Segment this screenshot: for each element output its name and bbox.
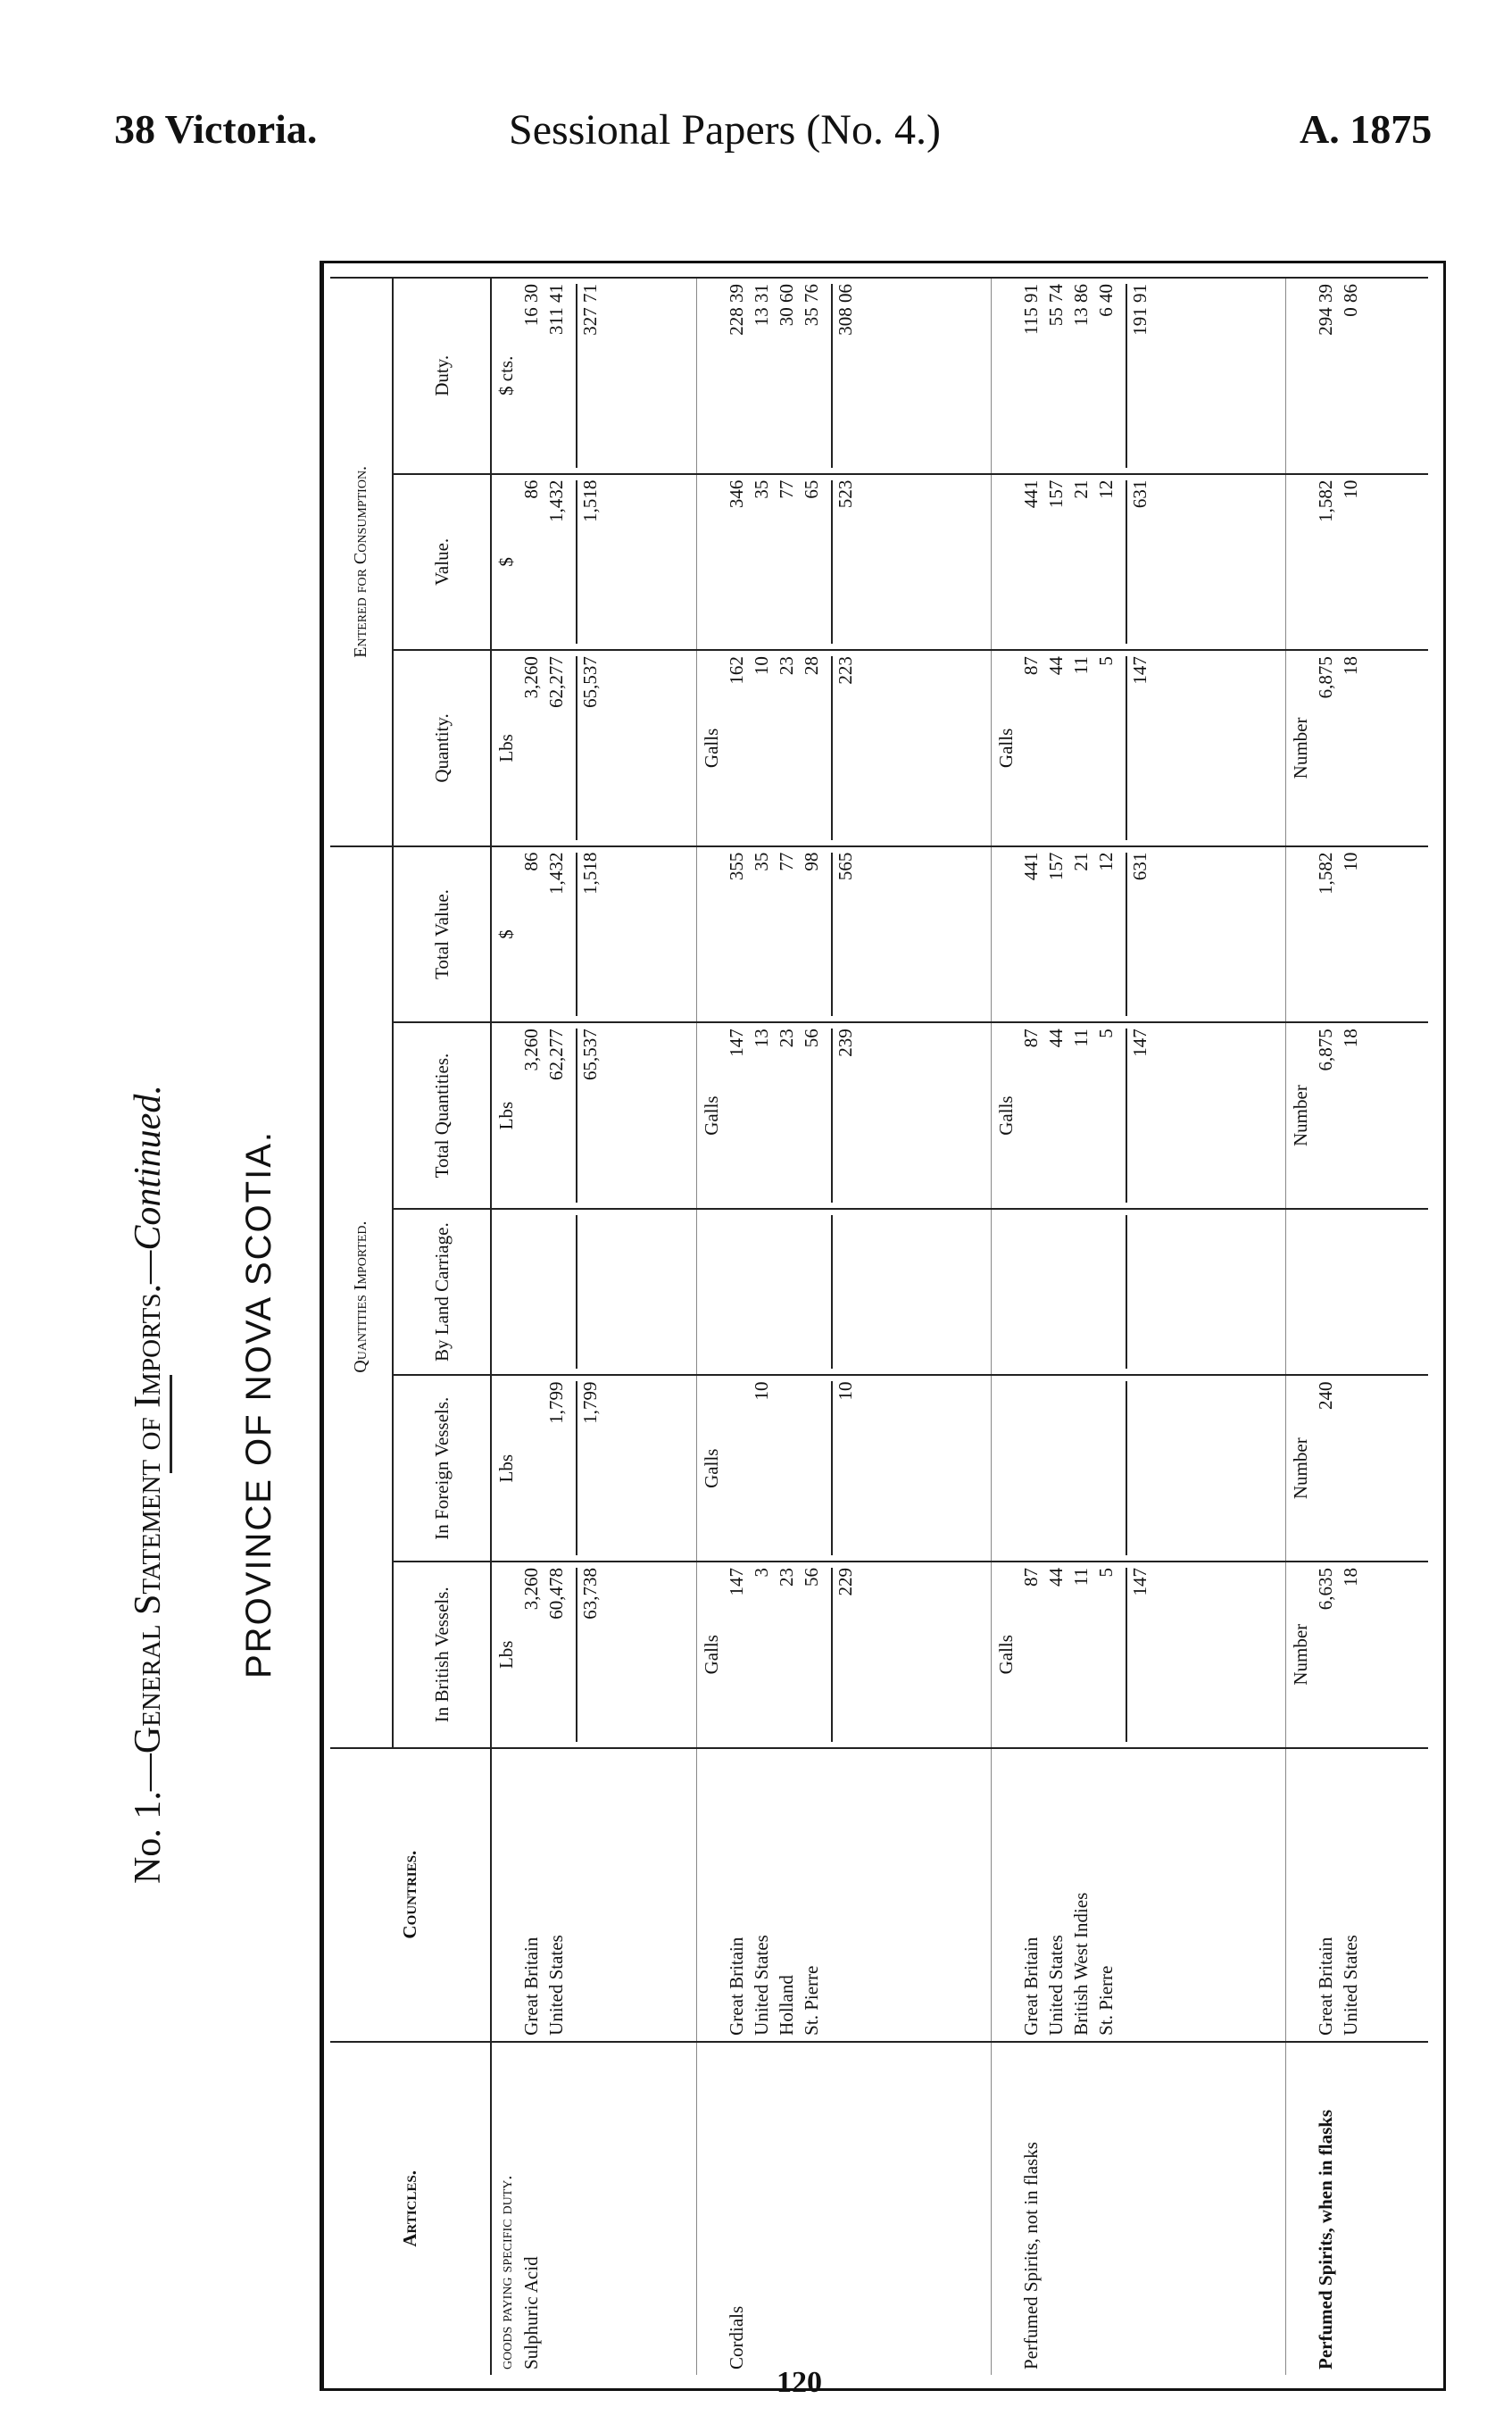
cell-total: 147 (1126, 1568, 1152, 1742)
cell-value: 18 (1339, 1029, 1361, 1048)
cell-value: 28 (800, 656, 822, 676)
cell-value: 441 (1019, 852, 1042, 881)
group-consumption: Entered for Consumption. (330, 278, 393, 846)
unit-label: Galls (700, 1448, 722, 1488)
country: St. Pierre (800, 1965, 822, 2036)
cell-value: 11 (1069, 1029, 1092, 1047)
unit-label: $ cts. (495, 355, 517, 396)
cell-value (1338, 1381, 1363, 1555)
cell-total: 229 (831, 1568, 858, 1742)
cell-total: 65,537 (576, 1029, 602, 1203)
province-heading: PROVINCE OF NOVA SCOTIA. (239, 1129, 278, 1678)
unit-label: Number (1289, 1437, 1311, 1500)
country: Great Britain (1019, 1936, 1042, 2036)
unit-label: Galls (994, 1635, 1017, 1675)
cell-total: 10 (831, 1381, 858, 1555)
cell-value: 6,875 (1314, 656, 1336, 699)
cell-total: 565 (831, 853, 858, 1017)
cell-value: 86 (520, 852, 542, 871)
cell-value: 10 (750, 656, 772, 676)
header-session: 38 Victoria. (114, 106, 318, 152)
cell-total: 1,799 (576, 1381, 602, 1555)
cell-value: 35 (750, 479, 772, 499)
cell-value: 87 (1019, 1029, 1042, 1048)
country: St. Pierre (1094, 1965, 1117, 2036)
cell-total: 147 (1126, 656, 1152, 840)
cell-total: 327 71 (576, 284, 602, 468)
cell-value: 1,582 (1314, 479, 1336, 522)
cell-value: 60,478 (545, 1567, 567, 1620)
unit-label: Galls (700, 728, 722, 769)
page-number: 120 (777, 2366, 822, 2399)
cell-value: 346 (725, 479, 747, 509)
cell-value: 13 86 (1069, 284, 1092, 327)
cell-value (1018, 1381, 1043, 1555)
country: Great Britain (520, 1936, 542, 2036)
cell-value: 3,260 (520, 656, 542, 699)
article-name: Cordials (725, 2305, 747, 2370)
unit-label: Galls (994, 728, 1017, 769)
cell-total: 523 (831, 480, 858, 645)
cell-value: 441 (1019, 479, 1042, 509)
cell-value: 147 (725, 1029, 747, 1057)
cell-value: 77 (775, 852, 797, 871)
cell-value: 23 (775, 1029, 797, 1048)
col-british: In British Vessels. (393, 1562, 491, 1748)
cell-value: 3 (750, 1567, 772, 1578)
group-imported: Quantities Imported. (330, 846, 393, 1748)
cell-value: 62,277 (545, 1029, 567, 1081)
country: United States (1339, 1935, 1361, 2036)
cell-value: 1,799 (545, 1381, 567, 1424)
cell-value: 294 39 (1314, 284, 1336, 336)
unit-label: Lbs (495, 734, 517, 762)
country: Great Britain (725, 1936, 747, 2036)
article-name: Sulphuric Acid (520, 2256, 542, 2370)
cell-total: 1,518 (576, 480, 602, 645)
cell-value (774, 1381, 799, 1555)
cell-value: 311 41 (545, 284, 567, 335)
cell-total: 147 (1126, 1029, 1152, 1203)
cell-total: 223 (831, 656, 858, 840)
cell-value: 12 (1094, 852, 1117, 871)
header-title: Sessional Papers (No. 4.) (509, 106, 941, 154)
cell-value: 157 (1044, 479, 1067, 509)
col-foreign: In Foreign Vessels. (393, 1375, 491, 1562)
table-row (491, 278, 696, 2375)
cell-total: 239 (831, 1029, 858, 1203)
cell-value: 56 (800, 1029, 822, 1048)
cell-value: 35 (750, 852, 772, 871)
country: United States (750, 1935, 772, 2036)
cell-value: 65 (800, 479, 822, 499)
unit-label: Number (1289, 717, 1311, 779)
cell-value: 13 31 (750, 284, 772, 327)
cell-value: 77 (775, 479, 797, 499)
cell-value: 6,875 (1314, 1029, 1336, 1071)
cell-value: 157 (1044, 852, 1067, 881)
cell-value: 18 (1339, 656, 1361, 676)
cell-value (1093, 1381, 1118, 1555)
cell-value: 98 (800, 852, 822, 871)
cell-value: 12 (1094, 479, 1117, 499)
cell-value: 21 (1069, 852, 1092, 871)
cell-value: 6,635 (1314, 1567, 1336, 1611)
title-rule (170, 1375, 172, 1473)
statement-title-suffix: —Continued. (128, 1085, 169, 1285)
unit-label: Lbs (495, 1453, 517, 1483)
cell-value: 0 86 (1339, 284, 1361, 317)
country: Great Britain (1314, 1936, 1336, 2036)
header-year: A. 1875 (1300, 106, 1433, 152)
cell-value: 62,277 (545, 656, 567, 708)
cell-total: 1,518 (576, 853, 602, 1017)
article-name: Perfumed Spirits, when in flasks (1314, 2109, 1336, 2370)
imports-table (330, 277, 1428, 2375)
cell-value: 3,260 (520, 1029, 542, 1071)
table-row (696, 278, 991, 2375)
cell-value: 5 (1094, 656, 1117, 666)
country: Holland (775, 1975, 797, 2036)
cell-value: 3,260 (520, 1567, 542, 1611)
unit-label: Lbs (495, 1640, 517, 1670)
cell-value: 13 (750, 1029, 772, 1048)
cell-value: 228 39 (725, 284, 747, 336)
cell-value (1043, 1381, 1068, 1555)
cell-value: 55 74 (1044, 284, 1067, 327)
col-articles: Articles. (330, 2042, 491, 2375)
cell-value: 16 30 (520, 284, 542, 327)
col-total-qty: Total Quantities. (393, 1022, 491, 1209)
cell-value: 5 (1094, 1567, 1117, 1578)
cell-value (1068, 1381, 1093, 1555)
cell-total: 631 (1126, 480, 1152, 645)
cell-value: 115 91 (1019, 284, 1042, 335)
col-land: By Land Carriage. (393, 1209, 491, 1376)
cell-value: 87 (1019, 1567, 1042, 1587)
cell-value: 240 (1314, 1381, 1336, 1410)
cell-value: 11 (1069, 1567, 1092, 1587)
cell-total: 308 06 (831, 284, 858, 468)
country: United States (545, 1935, 567, 2036)
cell-total: 191 91 (1126, 284, 1152, 468)
cell-value (519, 1381, 544, 1555)
cell-value: 44 (1044, 1567, 1067, 1587)
cell-value: 44 (1044, 656, 1067, 676)
unit-label: Galls (994, 1095, 1017, 1136)
col-value: Value. (393, 474, 491, 651)
cell-value (724, 1381, 749, 1555)
cell-value: 10 (1339, 479, 1361, 499)
unit-label: Galls (700, 1635, 722, 1675)
rotated-page-body (116, 232, 1473, 2402)
cell-value: 44 (1044, 1029, 1067, 1048)
cell-value: 30 60 (775, 284, 797, 327)
col-quantity: Quantity. (393, 650, 491, 846)
unit-label: Lbs (495, 1101, 517, 1130)
cell-value: 6 40 (1094, 284, 1117, 317)
col-duty: Duty. (393, 278, 491, 474)
unit-label: Galls (700, 1095, 722, 1136)
cell-value: 35 76 (800, 284, 822, 327)
cell-value: 1,582 (1314, 852, 1336, 895)
cell-value: 23 (775, 656, 797, 676)
statement-title (127, 1085, 170, 1884)
article-name: Perfumed Spirits, not in flasks (1019, 2142, 1042, 2370)
unit-label: Number (1289, 1623, 1311, 1686)
cell-value: 5 (1094, 1029, 1117, 1038)
country: United States (1044, 1935, 1067, 2036)
cell-value: 355 (725, 852, 747, 881)
cell-value: 10 (750, 1381, 772, 1401)
table-row (991, 278, 1285, 2375)
unit-label: Number (1289, 1085, 1311, 1146)
cell-value: 1,432 (545, 852, 567, 895)
cell-value: 18 (1339, 1567, 1361, 1587)
cell-value: 162 (725, 656, 747, 685)
cell-value: 11 (1069, 656, 1092, 675)
cell-value: 23 (775, 1567, 797, 1587)
cell-total: 65,537 (576, 656, 602, 840)
cell-value: 147 (725, 1567, 747, 1596)
unit-label: $ (495, 557, 517, 567)
cell-total: 63,738 (576, 1568, 602, 1742)
cell-value (799, 1381, 824, 1555)
cell-total: 631 (1126, 853, 1152, 1017)
cell-value: 1,432 (545, 479, 567, 522)
statement-title-main: General Statement of Imports. (128, 1284, 169, 1754)
cell-value: 21 (1069, 479, 1092, 499)
cell-value: 10 (1339, 852, 1361, 871)
country: British West Indies (1069, 1892, 1092, 2036)
cell-value: 86 (520, 479, 542, 499)
statement-title-prefix: No. 1.— (128, 1753, 169, 1884)
cell-value: 56 (800, 1567, 822, 1587)
cell-value: 87 (1019, 656, 1042, 676)
table-row (1285, 278, 1428, 2375)
section-heading: goods paying specific duty. (496, 2175, 516, 2370)
col-total-val: Total Value. (393, 846, 491, 1023)
unit-label: $ (495, 929, 517, 939)
col-countries: Countries. (330, 1748, 491, 2042)
